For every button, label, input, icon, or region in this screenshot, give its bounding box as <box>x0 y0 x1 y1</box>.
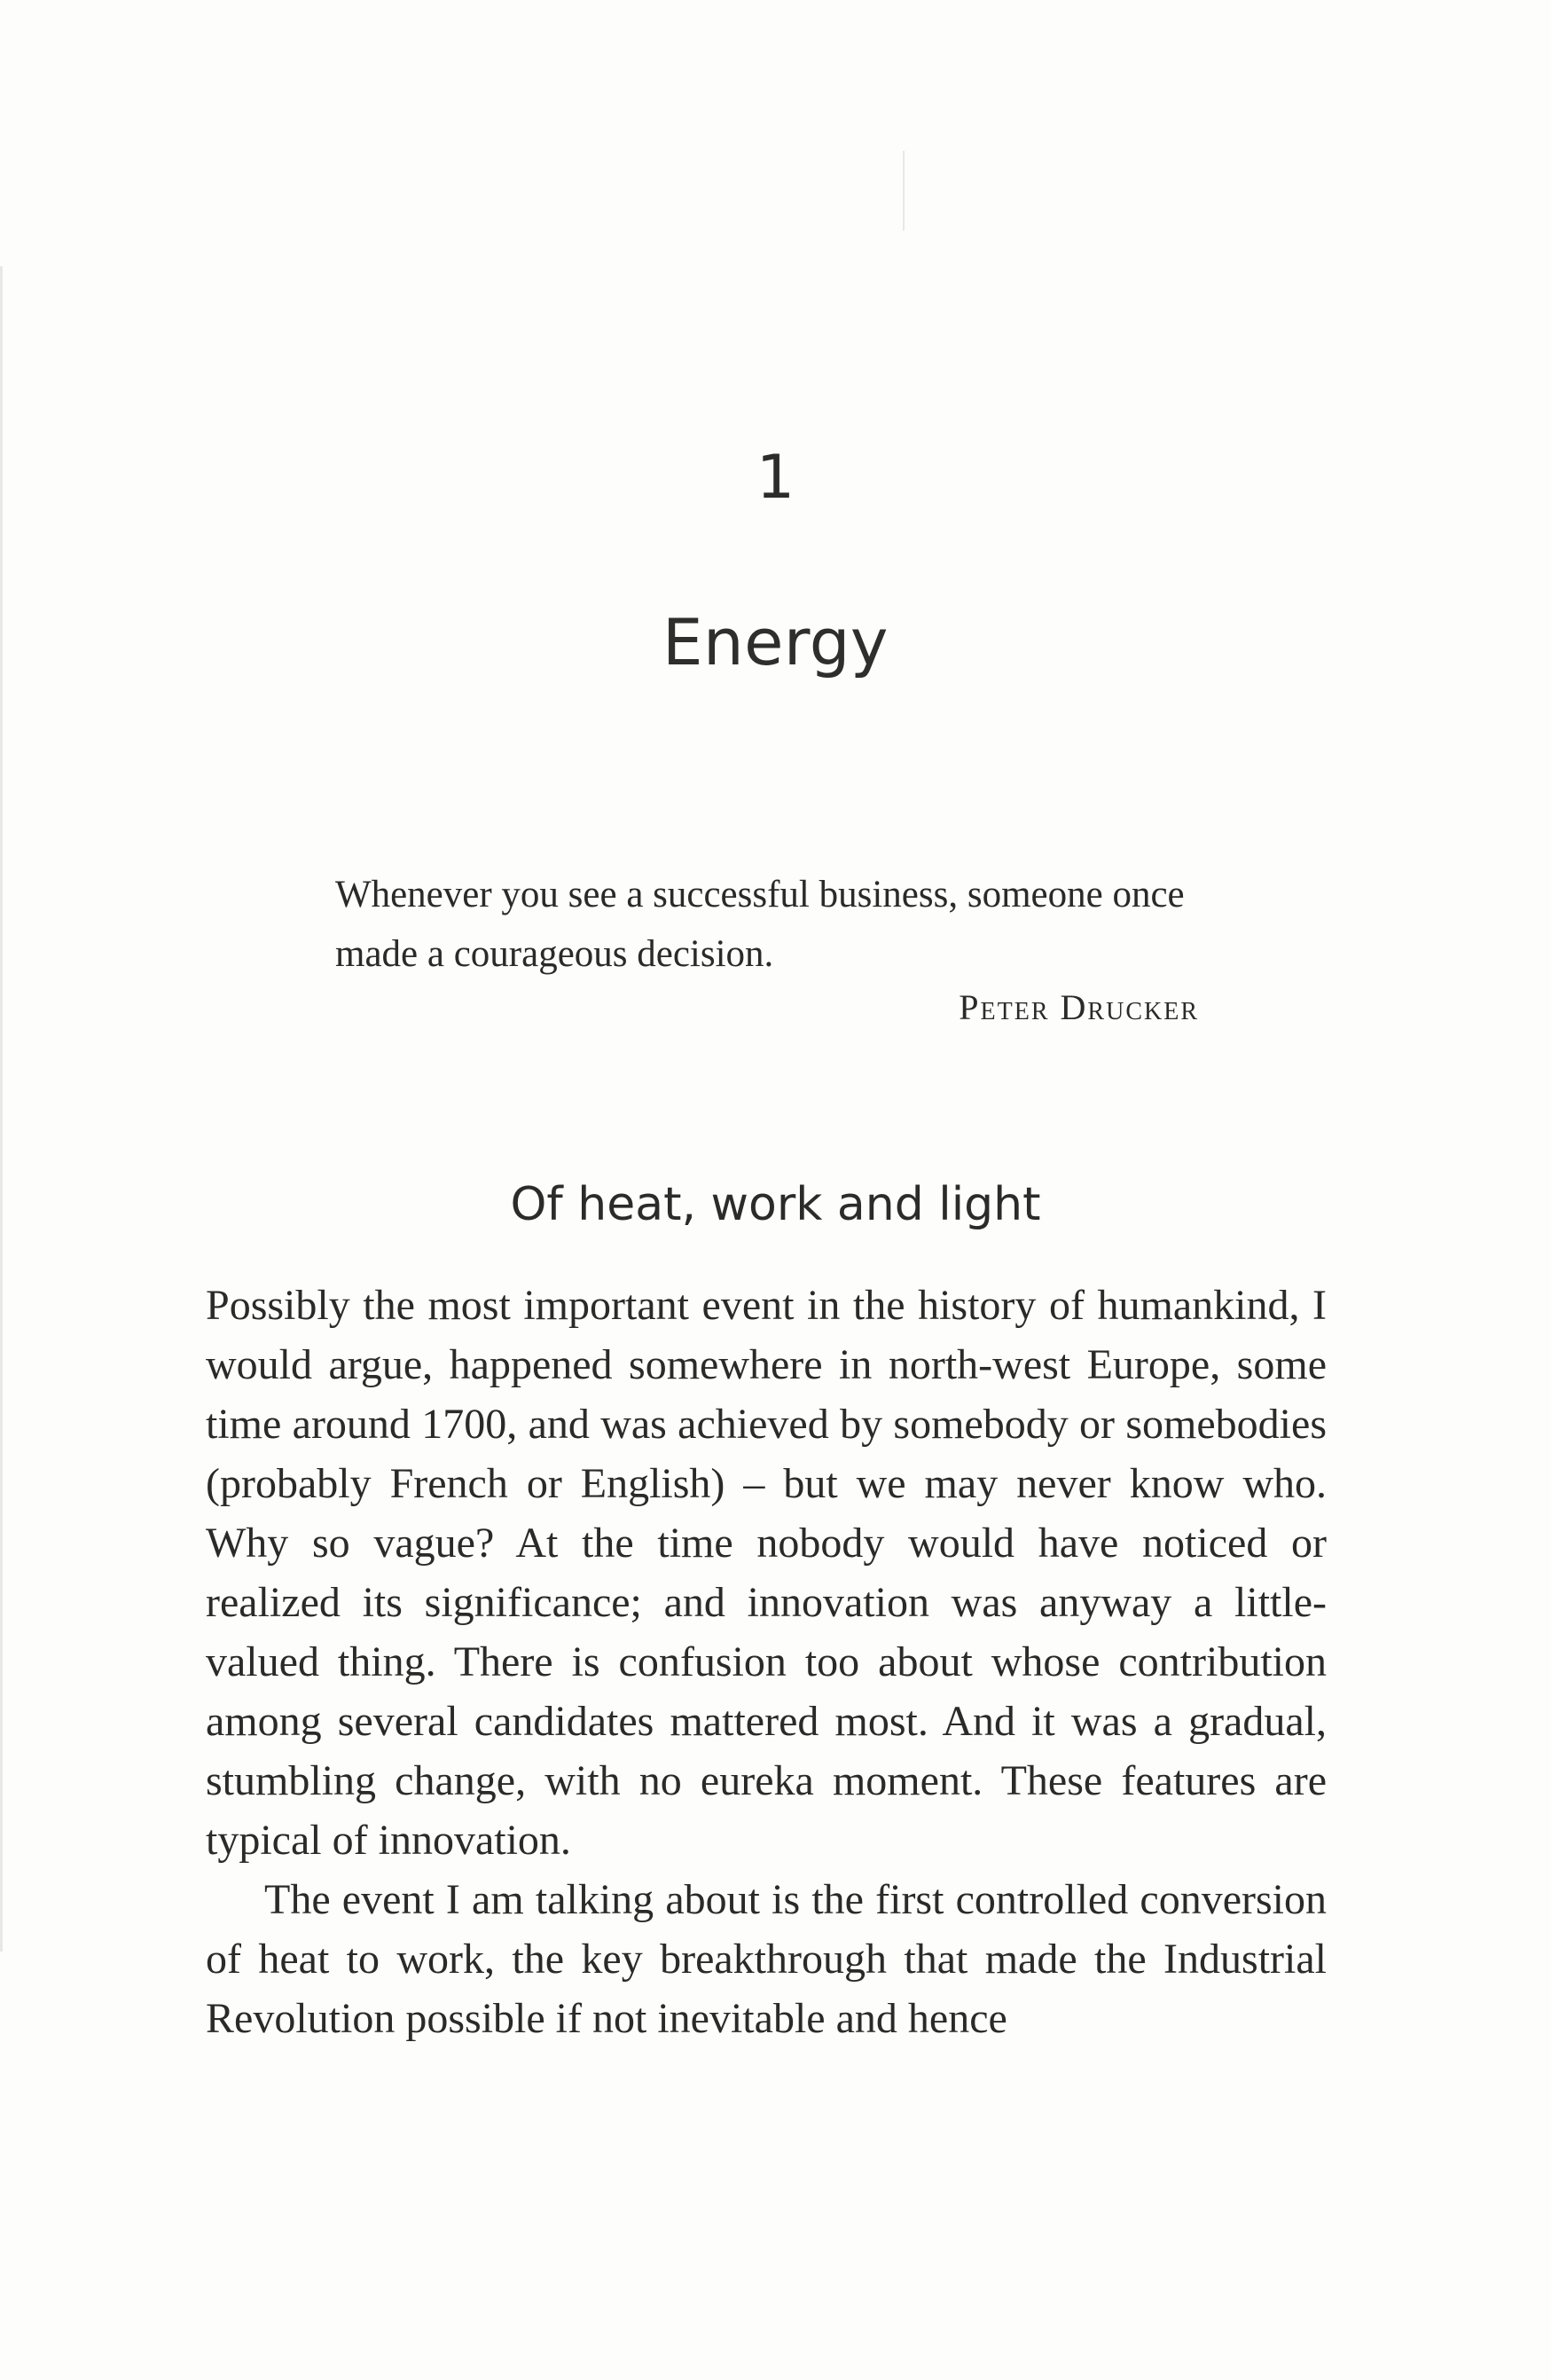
chapter-number: 1 <box>756 443 795 513</box>
section-heading: Of heat, work and light <box>510 1178 1041 1231</box>
epigraph <box>335 865 1201 1037</box>
paragraph: Possibly the most important event in the history of humankind, I would argue, happened somewhere in north-west Europe, some time around 1700, and was achieved by somebody or somebodies (probably French or English) – but we may never know who. Why so vague? At the time nobody would have noticed or realized its significance; and innovation was anyway a little-valued thing. There is confusion too about whose contribution among several candidates mattered most. And it was a gradual, stumbling change, with no eureka moment. These features are typical of innovation. <box>206 1282 1327 1864</box>
body-text <box>206 1276 1327 2048</box>
scan-artifact-left-edge <box>0 266 3 1952</box>
paragraph: The event I am talking about is the first controlled conversion of heat to work, the key breakthrough that made the Industrial Revolution possible if not inevitable and hence <box>206 1876 1327 2042</box>
scan-artifact-mark <box>903 151 905 231</box>
epigraph-author: Peter Drucker <box>959 987 1199 1027</box>
chapter-title: Energy <box>662 605 889 679</box>
epigraph-quote: Whenever you see a successful business, someone once made a courageous decision. <box>335 874 1185 975</box>
